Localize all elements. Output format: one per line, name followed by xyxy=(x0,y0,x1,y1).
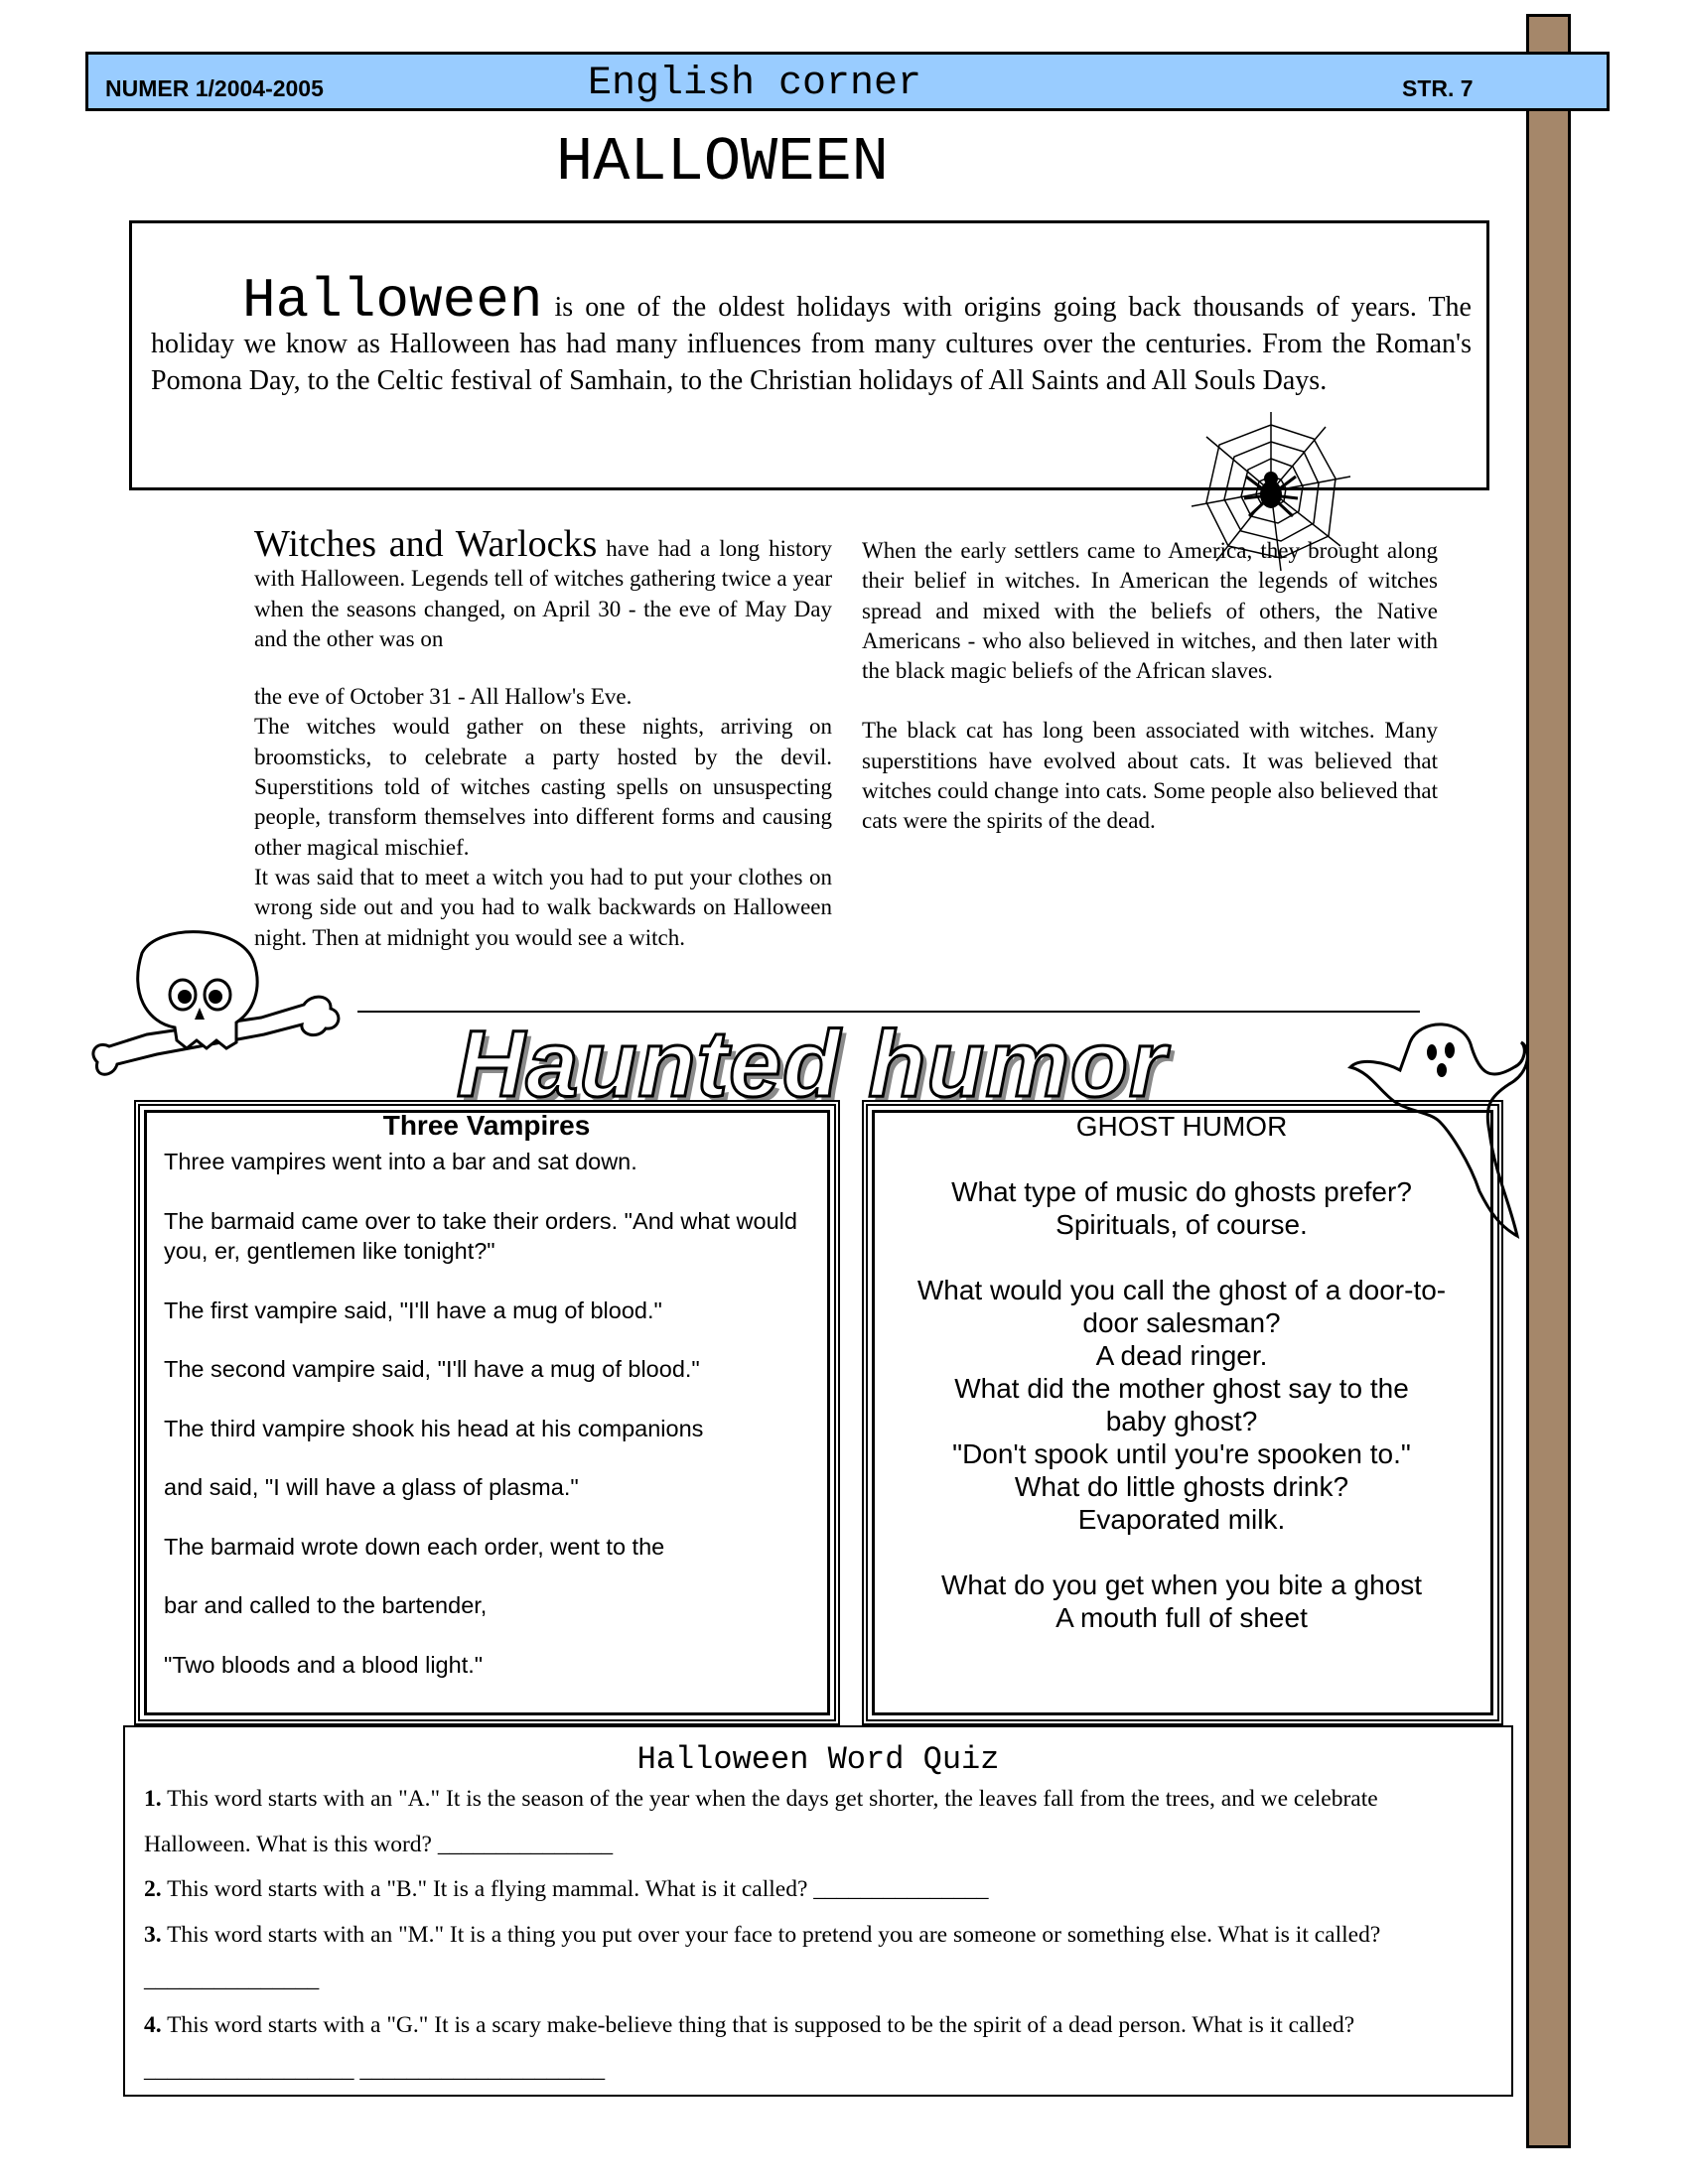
witches-para-4: It was said that to meet a witch you had to put your clothes on wrong side out and you had to walk backwards on Halloween night. Then at midnight you would see a witch. xyxy=(254,864,832,950)
intro-lead: Halloween xyxy=(242,269,543,333)
witches-right-column xyxy=(862,536,1438,837)
quiz-item-2 xyxy=(144,1867,1484,1913)
witches-para-3: The witches would gather on these nights, arriving on broomsticks, to celebrate a party hosted by the devil. Superstitions told of witches casting spells on unsuspecting people, transform themselves into different forms and causing other magical mischief. xyxy=(254,714,832,860)
vampires-line: bar and called to the bartender, xyxy=(164,1592,488,1618)
witches-right-para-2: The black cat has long been associated with witches. Many superstitions have evolved about cats. It was believed that witches could change into cats. Some people also believed that cats were the spirits of the dead. xyxy=(862,718,1438,834)
intro-body: is one of the oldest holidays with origins going back thousands of years. The holiday we know as Halloween has had many influences from many cultures over the centuries. From the Roman's Pomona Day, to the Celtic festival of Samhain, to the Christian holidays of All Saints and All Souls Days. xyxy=(151,292,1472,396)
ghost-humor-line: A mouth full of sheet xyxy=(1055,1602,1308,1633)
vampires-line: The third vampire shook his head at his companions xyxy=(164,1415,704,1441)
page-title: HALLOWEEN xyxy=(556,127,889,198)
ghost-humor-line: Evaporated milk. xyxy=(1077,1504,1286,1535)
ghost-humor-line: What type of music do ghosts prefer? xyxy=(951,1176,1412,1207)
ghost-humor-line: What do little ghosts drink? xyxy=(1014,1471,1349,1502)
witches-left-column xyxy=(254,524,832,953)
intro-text xyxy=(151,269,1472,399)
skull-icon xyxy=(87,923,346,1087)
vampires-line: The barmaid wrote down each order, went to the xyxy=(164,1533,665,1560)
section-name: English corner xyxy=(588,62,922,106)
quiz-item-number: 1. xyxy=(144,1786,162,1812)
ghost-humor-line: A dead ringer. xyxy=(1095,1340,1268,1371)
quiz-title: Halloween Word Quiz xyxy=(636,1741,1000,1778)
vampires-line: "Two bloods and a blood light." xyxy=(164,1651,484,1678)
quiz-item-4 xyxy=(144,2003,1484,2094)
witches-para-1: have had a long history with Halloween. Legends tell of witches gathering twice a year when the seasons changed, on April 30 - the eve of May Day and the other was on xyxy=(254,536,832,651)
ghost-humor-title: GHOST HUMOR xyxy=(1075,1111,1288,1142)
quiz-item-1 xyxy=(144,1777,1484,1867)
witches-right-para-1: When the early settlers came to America, they brought along their belief in witches. In American the legends of witches spread and mixed with the beliefs of others, the Native Americans - who also believed in witches, and then later with the black magic beliefs of the African slaves. xyxy=(862,538,1438,684)
page-number: STR. 7 xyxy=(1402,75,1474,101)
ghost-humor-line: What would you call the ghost of a door-to-door salesman? xyxy=(916,1275,1447,1338)
quiz-item-text: This word starts with a "B." It is a flying mammal. What is it called? _______________ xyxy=(161,1876,989,1902)
side-bar xyxy=(1526,14,1571,2148)
witches-para-2: the eve of October 31 - All Hallow's Eve. xyxy=(254,684,633,710)
quiz-body xyxy=(144,1777,1484,2094)
ghost-humor-line: Spirituals, of course. xyxy=(1055,1209,1308,1240)
witches-lead: Witches and Warlocks xyxy=(254,523,598,565)
quiz-item-text: This word starts with an "M." It is a thing you put over your face to pretend you are someone or something else. What is it called? _______________ xyxy=(144,1921,1381,1992)
vampires-line: The second vampire said, "I'll have a mug of blood." xyxy=(164,1356,700,1382)
ghost-humor-line: What did the mother ghost say to the baby ghost? xyxy=(954,1373,1409,1436)
vampires-body xyxy=(164,1147,819,1680)
quiz-item-number: 2. xyxy=(144,1876,162,1902)
issue-number: NUMER 1/2004-2005 xyxy=(105,75,324,101)
vampires-line: The barmaid came over to take their orders. "And what would you, er, gentlemen like tonight?" xyxy=(164,1207,797,1264)
vampires-line: Three vampires went into a bar and sat down. xyxy=(164,1149,637,1174)
quiz-item-number: 3. xyxy=(144,1921,162,1948)
humor-title: Haunted humor xyxy=(457,1012,1167,1117)
quiz-item-text: This word starts with a "G." It is a scary make-believe thing that is supposed to be the spirit of a dead person. What is it called? __________________ _____________________ xyxy=(144,2011,1355,2083)
vampires-line: and said, "I will have a glass of plasma." xyxy=(164,1474,579,1500)
quiz-item-number: 4. xyxy=(144,2011,162,2038)
quiz-item-text: This word starts with an "A." It is the season of the year when the days get shorter, the leaves fall from the trees, and we celebrate Halloween. What is this word? _______________ xyxy=(144,1786,1378,1857)
ghost-humor-line: What do you get when you bite a ghost xyxy=(940,1570,1423,1600)
vampires-line: The first vampire said, "I'll have a mug of blood." xyxy=(164,1297,662,1323)
ghost-humor-body xyxy=(894,1110,1470,1634)
quiz-item-3 xyxy=(144,1913,1484,2003)
vampires-title: Three Vampires xyxy=(382,1110,591,1141)
ghost-humor-line: "Don't spook until you're spooken to." xyxy=(952,1438,1411,1469)
